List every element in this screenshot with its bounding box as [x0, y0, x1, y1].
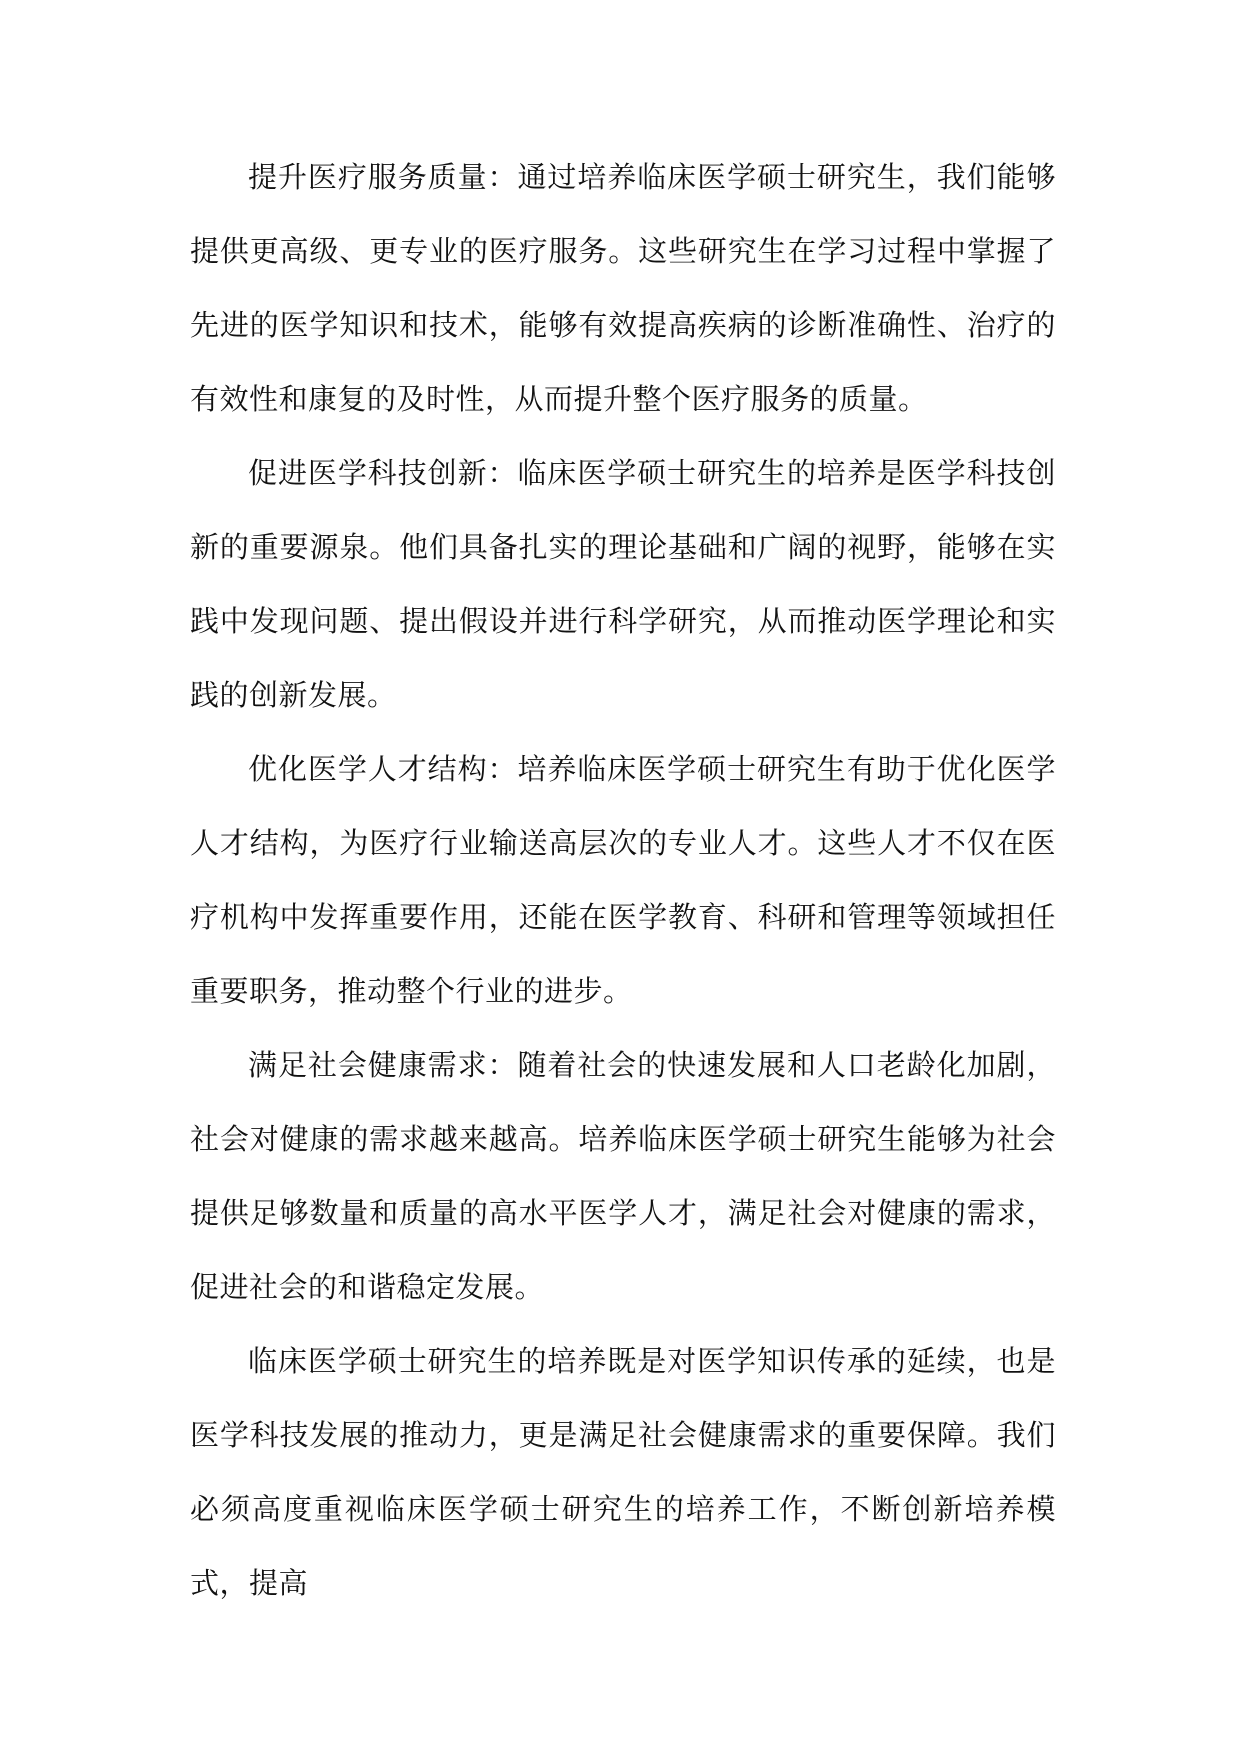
paragraph-conclusion: 临床医学硕士研究生的培养既是对医学知识传承的延续，也是医学科技发展的推动力，更是满足社会健康需求的重要保障。我们必须高度重视临床医学硕士研究生的培养工作，不断创新培养模式，提高 [190, 1344, 1056, 1600]
paragraph-talent-structure: 优化医学人才结构：培养临床医学硕士研究生有助于优化医学人才结构，为医疗行业输送高层次的专业人才。这些人才不仅在医疗机构中发挥重要作用，还能在医学教育、科研和管理等领域担任重要职务，推动整个行业的进步。 [190, 752, 1056, 1008]
document-body [190, 140, 1056, 1620]
paragraph-social-health-needs: 满足社会健康需求：随着社会的快速发展和人口老龄化加剧，社会对健康的需求越来越高。培养临床医学硕士研究生能够为社会提供足够数量和质量的高水平医学人才，满足社会对健康的需求，促进社会的和谐稳定发展。 [190, 1048, 1056, 1304]
paragraph-medical-service-quality: 提升医疗服务质量：通过培养临床医学硕士研究生，我们能够提供更高级、更专业的医疗服务。这些研究生在学习过程中掌握了先进的医学知识和技术，能够有效提高疾病的诊断准确性、治疗的有效性和康复的及时性，从而提升整个医疗服务的质量。 [190, 160, 1056, 416]
paragraph-medical-tech-innovation: 促进医学科技创新：临床医学硕士研究生的培养是医学科技创新的重要源泉。他们具备扎实的理论基础和广阔的视野，能够在实践中发现问题、提出假设并进行科学研究，从而推动医学理论和实践的创新发展。 [190, 456, 1056, 712]
